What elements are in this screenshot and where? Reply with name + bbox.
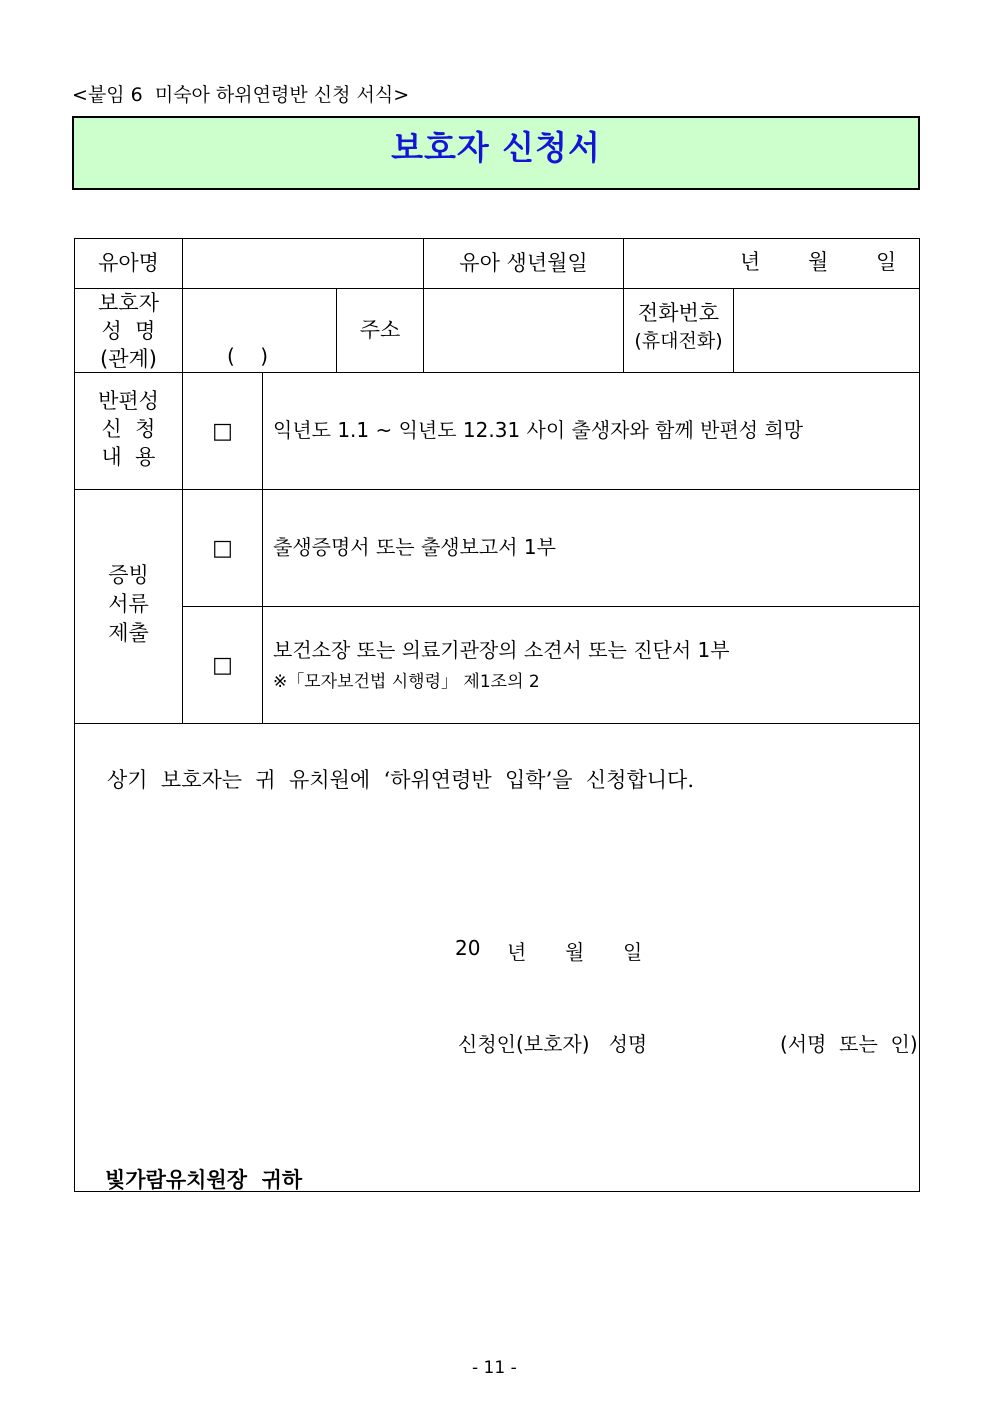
doc2-text: 보건소장 또는 의료기관장의 소견서 또는 진단서 1부 bbox=[273, 638, 730, 662]
docs-label-line3: 제출 bbox=[108, 621, 149, 645]
page-number: - 11 - bbox=[472, 1358, 517, 1378]
docs-label-line1: 증빙 bbox=[108, 563, 149, 587]
child-name-field[interactable] bbox=[183, 239, 423, 288]
doc2-cell bbox=[263, 607, 919, 723]
statement-text: 상기 보호자는 귀 유치원에 ‘하위연령반 입학’을 신청합니다. bbox=[107, 768, 694, 792]
doc2-note: ※「모자보건법 시행령」 제1조의 2 bbox=[273, 672, 540, 692]
doc1-cell bbox=[263, 490, 919, 606]
applicant-sign: (서명 또는 인) bbox=[780, 1032, 918, 1056]
guardian-label-line1: 보호자 bbox=[98, 291, 159, 315]
doc1-text: 출생증명서 또는 출생보고서 1부 bbox=[273, 535, 556, 559]
phone-label-line2: (휴대전화) bbox=[634, 330, 723, 352]
docs-label bbox=[75, 490, 182, 723]
guardian-label-line2: 성 명 bbox=[101, 319, 156, 343]
class-request-label-line1: 반편성 bbox=[98, 389, 159, 413]
phone-label bbox=[624, 289, 733, 372]
relation-parens: ( ) bbox=[227, 344, 269, 368]
doc1-checkbox[interactable]: □ bbox=[212, 535, 233, 561]
date-year-label: 년 bbox=[507, 940, 527, 964]
document-title: 보호자 신청서 bbox=[391, 128, 601, 167]
address-label: 주소 bbox=[359, 318, 401, 342]
applicant-label: 신청인(보호자) 성명 bbox=[458, 1032, 648, 1056]
birth-day-label: 일 bbox=[876, 250, 897, 274]
class-request-label-line3: 내 용 bbox=[101, 445, 156, 469]
class-request-label bbox=[75, 373, 182, 489]
doc2-checkbox[interactable]: □ bbox=[212, 652, 233, 678]
recipient-text: 빛가람유치원장 귀하 bbox=[105, 1167, 303, 1192]
guardian-label-line3: (관계) bbox=[100, 347, 157, 371]
guardian-label bbox=[75, 289, 182, 372]
date-prefix: 20 bbox=[455, 936, 481, 960]
date-month-label: 월 bbox=[565, 940, 585, 964]
title-box bbox=[72, 116, 920, 190]
child-birth-field[interactable] bbox=[624, 239, 919, 288]
class-request-label-line2: 신 청 bbox=[101, 417, 156, 441]
attachment-label: <붙임 6 미숙아 하위연령반 신청 서식> bbox=[72, 84, 410, 106]
class-request-text: 익년도 1.1 ~ 익년도 12.31 사이 출생자와 함께 반편성 희망 bbox=[273, 418, 804, 442]
phone-label-line1: 전화번호 bbox=[637, 301, 720, 325]
class-request-cell bbox=[263, 373, 919, 489]
address-field[interactable] bbox=[424, 289, 623, 372]
statement-area bbox=[75, 724, 919, 1191]
birth-year-label: 년 bbox=[740, 250, 761, 274]
birth-month-label: 월 bbox=[808, 250, 829, 274]
child-name-label: 유아명 bbox=[98, 251, 159, 275]
guardian-name-field[interactable] bbox=[183, 289, 336, 372]
child-birth-label: 유아 생년월일 bbox=[459, 251, 588, 275]
class-request-checkbox[interactable]: □ bbox=[212, 418, 233, 444]
docs-label-line2: 서류 bbox=[108, 592, 149, 616]
date-day-label: 일 bbox=[623, 940, 643, 964]
phone-field[interactable] bbox=[734, 289, 919, 372]
